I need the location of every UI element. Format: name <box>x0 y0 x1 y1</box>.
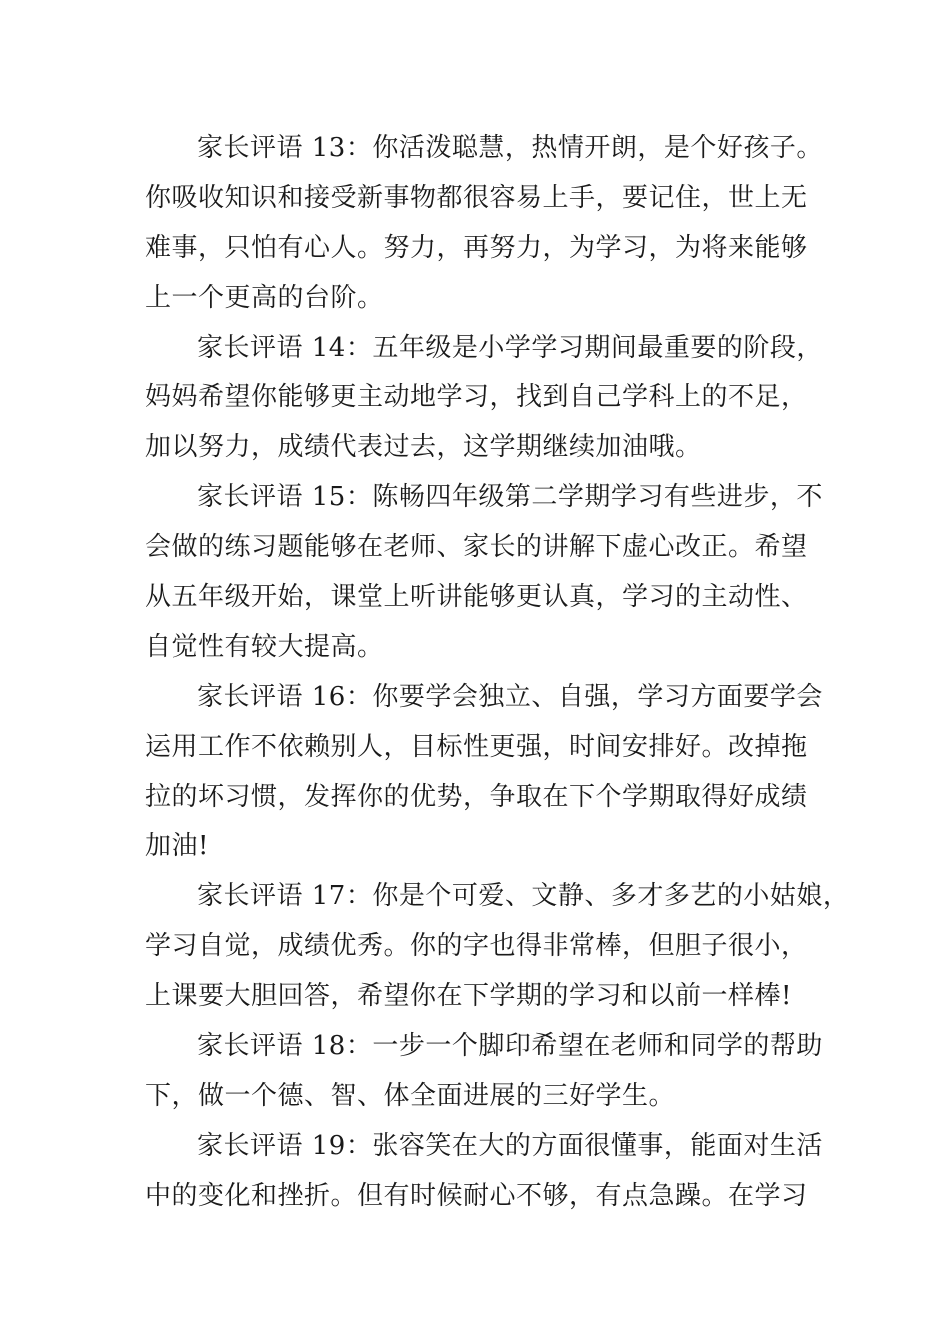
document-body <box>145 124 850 1222</box>
text-line: 妈妈希望你能够更主动地学习，找到自己学科上的不足， <box>145 382 808 413</box>
text-line: 下，做一个德、智、体全面进展的三好学生。 <box>145 1080 676 1111</box>
text-line: 从五年级开始，课堂上听讲能够更认真，学习的主动性、 <box>145 582 808 613</box>
text-line: 学习自觉，成绩优秀。你的字也得非常棒，但胆子很小， <box>145 931 808 962</box>
text-line: 家长评语 16：你要学会独立、自强，学习方面要学会 <box>197 681 823 712</box>
text-line: 家长评语 17：你是个可爱、文静、多才多艺的小姑娘， <box>197 881 850 912</box>
text-line: 加油! <box>145 831 209 862</box>
text-line: 运用工作不依赖别人，目标性更强，时间安排好。改掉拖 <box>145 731 808 762</box>
text-line: 上一个更高的台阶。 <box>145 282 384 313</box>
text-line: 家长评语 14：五年级是小学学习期间最重要的阶段， <box>197 332 823 363</box>
text-line: 加以努力，成绩代表过去，这学期继续加油哦。 <box>145 432 702 463</box>
text-line: 会做的练习题能够在老师、家长的讲解下虚心改正。希望 <box>145 532 808 563</box>
text-line: 中的变化和挫折。但有时候耐心不够，有点急躁。在学习 <box>145 1180 808 1211</box>
text-line: 难事，只怕有心人。努力，再努力，为学习，为将来能够 <box>145 232 808 263</box>
text-line: 自觉性有较大提高。 <box>145 631 384 662</box>
text-line: 家长评语 18：一步一个脚印希望在老师和同学的帮助 <box>197 1031 823 1062</box>
text-line: 你吸收知识和接受新事物都很容易上手，要记住，世上无 <box>145 182 808 213</box>
text-line: 家长评语 15：陈畅四年级第二学期学习有些进步，不 <box>197 482 823 513</box>
text-line: 上课要大胆回答，希望你在下学期的学习和以前一样棒! <box>145 981 792 1012</box>
text-line: 家长评语 13：你活泼聪慧，热情开朗，是个好孩子。 <box>197 133 823 163</box>
text-line: 家长评语 19：张容笑在大的方面很懂事，能面对生活 <box>197 1130 823 1161</box>
text-line: 拉的坏习惯，发挥你的优势，争取在下个学期取得好成绩 <box>145 781 808 812</box>
